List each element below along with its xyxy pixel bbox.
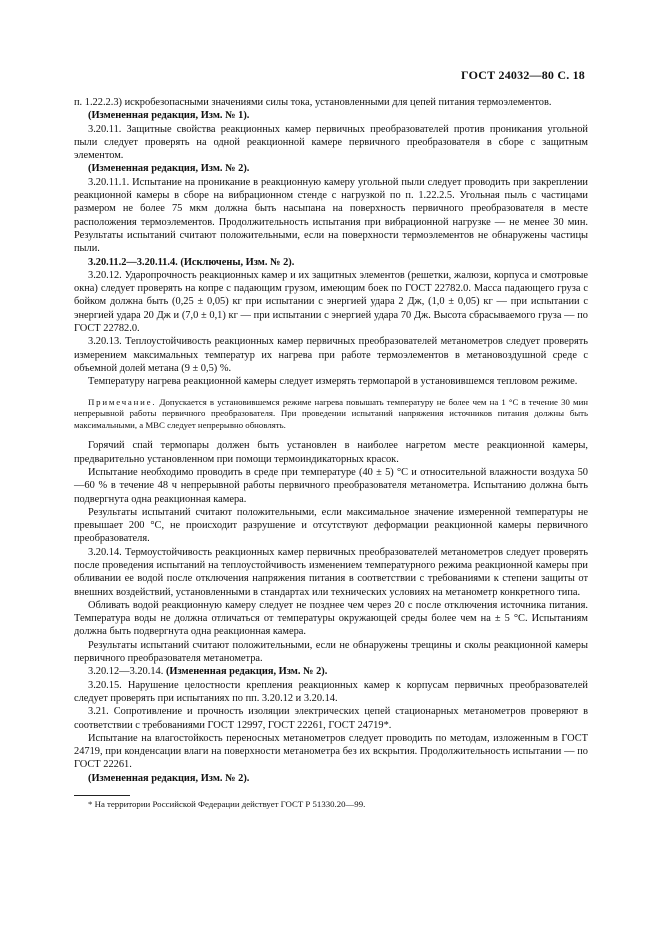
amendment-note: (Измененная редакция, Изм. № 2). bbox=[88, 163, 250, 175]
paragraph: Результаты испытаний считают положительными, если максимальное значение измеренной температуры не превышает 200 °С, не происходит разрушение и отсутствуют деформации реакционной камеры первичного преобразователя. bbox=[74, 506, 588, 545]
paragraph: Обливать водой реакционную камеру следует не позднее чем через 20 с после отключения источника питания. Температура воды не должна отличаться от температуры окружающей среды более чем на ± 5 °С. Испытаниям должна быть подвергнута одна реакционная камера. bbox=[74, 599, 588, 638]
amendment-note: (Измененная редакция, Изм. № 1). bbox=[88, 110, 250, 122]
amendment-note: (Измененная редакция, Изм. № 2). bbox=[88, 772, 250, 784]
document-body bbox=[74, 96, 588, 810]
paragraph: Результаты испытаний считают положительными, если не обнаружены трещины и сколы реакционной камеры первичного преобразователя метанометра. bbox=[74, 639, 588, 665]
page-header: ГОСТ 24032—80 С. 18 bbox=[461, 68, 585, 82]
paragraph: Температуру нагрева реакционной камеры следует измерять термопарой в установившемся тепловом режиме. bbox=[88, 376, 578, 388]
footnote-divider bbox=[74, 795, 130, 796]
paragraph: Испытание необходимо проводить в среде при температуре (40 ± 5) °С и относительной влажности воздуха 50—60 % в течение 48 ч непрерывной работы первичного преобразователя метанометра. Испытанию должна быть подвергнута одна реакционная камера. bbox=[74, 466, 588, 505]
paragraph: п. 1.22.2.3) искробезопасными значениями силы тока, установленными для цепей питания термоэлементов. bbox=[74, 97, 552, 108]
paragraph: 3.20.15. Нарушение целостности крепления реакционных камер к корпусам первичных преобразователей следует проверять при испытаниях по пп. 3.20.12 и 3.20.14. bbox=[74, 679, 588, 704]
excluded-note: 3.20.11.2—3.20.11.4. (Исключены, Изм. № 2). bbox=[88, 256, 295, 268]
paragraph: 3.20.12. Ударопрочность реакционных камер и их защитных элементов (решетки, жалюзи, корпуса и смотровые окна) следует проверять на копре с падающим грузом, имеющим боек по ГОСТ 22782.0. Масса падающего груза с бойком должна быть (0,25 ± 0,05) кг при испытании с энергией удара 2 Дж, (1,0 ± 0,05) кг — при испытании с энергией удара 20 Дж и (7,0 ± 0,1) кг — при испытании с энергией удара 70 Дж. Высота сбрасываемого груза — по ГОСТ 22782.0. bbox=[74, 269, 588, 335]
amendment-note: (Измененная редакция, Изм. № 2). bbox=[165, 666, 328, 678]
paragraph: 3.20.13. Теплоустойчивость реакционных камер первичных преобразователей метанометров следует проверять измерением максимальных температур их нагрева при работе термоэлементов в метановоздушной среде с объемной долей метана (9 ± 0,5) %. bbox=[74, 336, 588, 374]
note bbox=[74, 397, 588, 432]
paragraph: Горячий спай термопары должен быть установлен в наиболее нагретом месте реакционной камеры, предварительно установленном при помощи термоиндикаторных красок. bbox=[74, 440, 588, 465]
paragraph: 3.20.11.1. Испытание на проникание в реакционную камеру угольной пыли следует проводить при закреплении реакционной камеры в сборе на вибрационном стенде с нагрузкой по п. 1.22.2.5. Угольная пыль с частицами размером не более 75 мкм должна быть насыпана на поверхность первичного преобразователя в месте расположения термоэлементов. Продолжительность испытания при вибрационной нагрузке — не менее 30 мин. Результаты испытаний считают положительными, если на поверхности термоэлементов не обнаружены частицы пыли. bbox=[74, 176, 588, 255]
footnote: * На территории Российской Федерации действует ГОСТ Р 51330.20—99. bbox=[88, 799, 366, 810]
paragraph: 3.20.14. Термоустойчивость реакционных камер первичных преобразователей метанометров следует проверять после проведения испытаний на теплоустойчивость изменением температурного режима реакционной камеры при обливании ее водой после отключения напряжения питания в соответствии с требованиями к степени защиты от внешних воздействий, установленными в стандартах или технических условиях на метанометр конкретного типа. bbox=[74, 546, 588, 598]
note-text: Допускается в установившемся режиме нагрева повышать температуру не более чем на 1 °С в течение 30 мин непрерывной работы первичного преобразователя. При проведении испытаний напряжения источников питания должны быть максимальными, а МВС следует непрерывно обновлять. bbox=[74, 396, 588, 430]
amendment-line bbox=[74, 665, 588, 678]
amendment-range: 3.20.12—3.20.14. bbox=[88, 666, 166, 678]
paragraph: Испытание на влагостойкость переносных метанометров следует проводить по методам, изложенным в ГОСТ 24719, при конденсации влаги на поверхности метанометра без их вскрытия. Продолжительность испытании — по ГОСТ 22261. bbox=[74, 732, 588, 771]
note-label: Примечание. bbox=[88, 396, 157, 407]
paragraph: 3.21. Сопротивление и прочность изоляции электрических цепей стационарных метанометров проверяют в соответствии с требованиями ГОСТ 12997, ГОСТ 22261, ГОСТ 24719*. bbox=[74, 706, 588, 731]
paragraph: 3.20.11. Защитные свойства реакционных камер первичных преобразователей против проникания угольной пыли следует проверять на одной реакционной камере первичного преобразователя в сборе с защитным элементом. bbox=[74, 123, 588, 162]
